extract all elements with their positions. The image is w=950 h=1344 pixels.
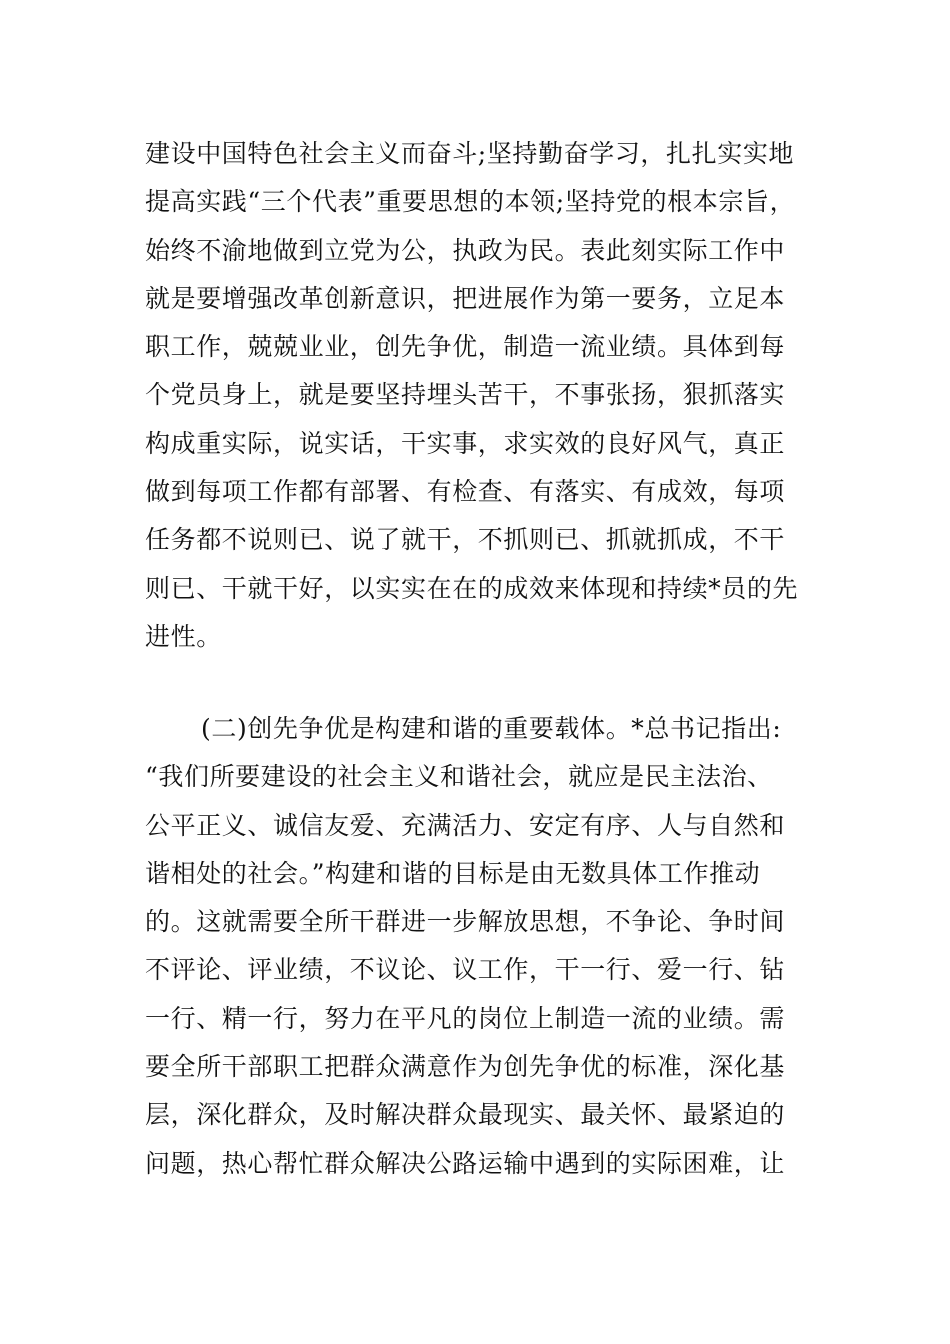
text-line: 一行、精一行，努力在平凡的岗位上制造一流的业绩。需 [145,1003,786,1033]
text-line: 就是要增强改革创新意识，把进展作为第一要务，立足本 [145,283,786,313]
text-line: 提高实践“三个代表”重要思想的本领;坚持党的根本宗旨， [145,187,796,217]
text-line: 问题，热心帮忙群众解决公路运输中遇到的实际困难，让 [145,1148,786,1178]
text-line: 构成重实际，说实话，干实事，求实效的良好风气，真正 [145,428,786,458]
text-line: 职工作，兢兢业业，创先争优，制造一流业绩。具体到每 [145,332,786,362]
text-line: 做到每项工作都有部署、有检查、有落实、有成效，每项 [145,477,786,507]
text-line: 任务都不说则已、说了就干，不抓则已、抓就抓成，不干 [145,525,786,555]
text-line: 则已、干就干好，以实实在在的成效来体现和持续*员的先 [145,573,799,603]
text-line: “我们所要建设的社会主义和谐社会，就应是民主法治、 [145,762,773,792]
text-line: 公平正义、诚信友爱、充满活力、安定有序、人与自然和 [145,810,786,840]
section-heading-line: (二)创先争优是构建和谐的重要载体。*总书记指出: [201,714,782,743]
text-line: 层，深化群众，及时解决群众最现实、最关怀、最紧迫的 [145,1100,786,1130]
text-line: 始终不渝地做到立党为公，执政为民。表此刻实际工作中 [145,235,786,265]
paragraph-2 [145,705,825,1188]
text-line: 谐相处的社会。”构建和谐的目标是由无数具体工作推动 [145,858,761,888]
text-line: 的。这就需要全所干群进一步解放思想，不争论、争时间 [145,907,786,937]
text-line: 要全所干部职工把群众满意作为创先争优的标准，深化基 [145,1052,786,1082]
paragraph-1 [145,130,825,661]
text-line: 建设中国特色社会主义而奋斗;坚持勤奋学习，扎扎实实地 [145,139,795,168]
text-line: 不评论、评业绩，不议论、议工作，干一行、爱一行、钻 [145,955,786,985]
text-line: 个党员身上，就是要坚持埋头苦干，不事张扬，狠抓落实 [145,380,786,410]
text-line: 进性。 [145,621,222,651]
